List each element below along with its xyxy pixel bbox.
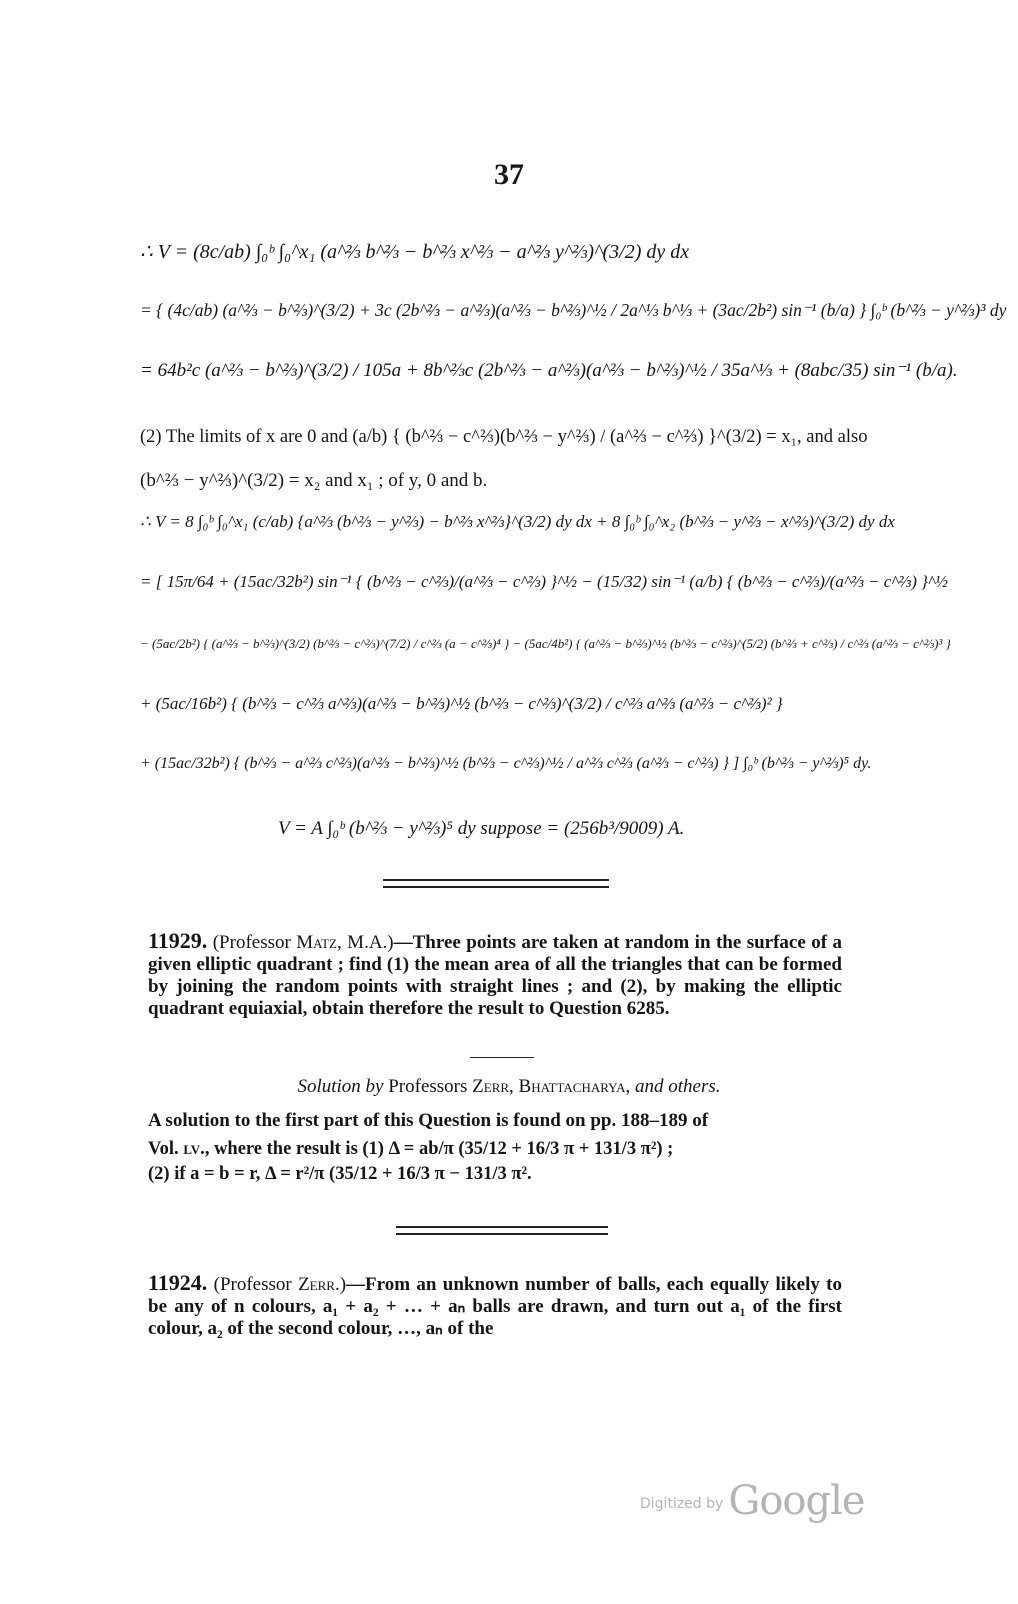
question-author-post: , M.A.)	[337, 932, 394, 953]
question-author: Matz	[296, 932, 337, 953]
question-number: 11924.	[148, 1270, 208, 1295]
equation-line: = { (4c/ab) (a^⅔ − b^⅔)^(3/2) + 3c (2b^⅔ − a^⅔)(a^⅔ − b^⅔)^½ / 2a^⅓ b^⅓ + (3ac/2b²) sin⁻¹ (b/a) } ∫₀ᵇ (b^⅔ − y^⅔)³ dy	[140, 300, 1007, 320]
paragraph-line: (b^⅔ − y^⅔)^(3/2) = x₂ and x₁ ; of y, 0 and b.	[140, 470, 488, 491]
short-divider	[470, 1057, 534, 1058]
equation-line: ∴ V = (8c/ab) ∫₀ᵇ ∫₀^x₁ (a^⅔ b^⅔ − b^⅔ x^⅔ − a^⅔ y^⅔)^(3/2) dy dx	[140, 241, 690, 263]
digitized-by-google-watermark	[640, 1478, 865, 1524]
question-author: Zerr	[298, 1274, 335, 1295]
paragraph-line: (2) The limits of x are 0 and (a/b) { (b^⅔ − c^⅔)(b^⅔ − y^⅔) / (a^⅔ − c^⅔) }^(3/2) = x₁, and also	[140, 427, 868, 447]
question-author-pre: (Professor	[212, 932, 297, 953]
google-logo: Google	[728, 1478, 865, 1524]
equation-line: − (5ac/2b²) { (a^⅔ − b^⅔)^(3/2) (b^⅔ − c^⅔)^(7/2) / c^⅔ (a − c^⅔)⁴ } − (5ac/4b²) { (a^⅔ − b^⅔)^½ (b^⅔ − c^⅔)^(5/2) (b^⅔ + c^⅔) / c^⅔ (a^⅔ − c^⅔)³ }	[140, 636, 951, 651]
solution-vol-number: lv.	[183, 1139, 205, 1159]
equation-line: = 64b²c (a^⅔ − b^⅔)^(3/2) / 105a + 8b^⅔c (2b^⅔ − a^⅔)(a^⅔ − b^⅔)^½ / 35a^⅓ + (8abc/35) sin⁻¹ (b/a).	[140, 360, 958, 381]
solution-line-3: (2) if a = b = r, Δ = r²/π (35/12 + 16/3 π − 131/3 π².	[148, 1164, 532, 1184]
equation-line: V = A ∫₀ᵇ (b^⅔ − y^⅔)⁵ dy suppose = (256b³/9009) A.	[278, 818, 685, 839]
page-number: 37	[494, 158, 524, 191]
question-11924	[148, 1272, 842, 1340]
question-number: 11929.	[148, 928, 208, 953]
question-text: —From an unknown number of balls, each equally likely to be any of n colours, a₁ + a₂ + … + aₙ balls are drawn, and turn out a₁ of the first colour, a₂ of the second colour, …, aₙ of the	[148, 1274, 842, 1339]
solution-vol-label: Vol.	[148, 1139, 184, 1159]
equation-line: = [ 15π/64 + (15ac/32b²) sin⁻¹ { (b^⅔ − c^⅔)/(a^⅔ − c^⅔) }^½ − (15/32) sin⁻¹ (a/b) { (b^⅔ − c^⅔)/(a^⅔ − c^⅔) }^½	[140, 572, 948, 591]
solution-others: and others.	[630, 1076, 721, 1097]
section-divider	[383, 879, 609, 888]
question-text: —Three points are taken at random in the surface of a given elliptic quadrant ; find (1) the mean area of all the triangles that can be formed by joining the random points with straight lines ; and (2), by making the elliptic quadrant equiaxial, obtain therefore the result to Question 6285.	[148, 932, 842, 1019]
solution-label: Solution by	[297, 1076, 384, 1097]
question-11929	[148, 930, 842, 1020]
solution-heading	[0, 1076, 1018, 1098]
watermark-prefix: Digitized by	[640, 1496, 724, 1512]
section-divider	[396, 1226, 608, 1235]
solution-line-2	[148, 1138, 842, 1160]
equation-line: + (15ac/32b²) { (b^⅔ − a^⅔ c^⅔)(a^⅔ − b^⅔)^½ (b^⅔ − c^⅔)^½ / a^⅔ c^⅔ (a^⅔ − c^⅔) } ] ∫₀ᵇ (b^⅔ − y^⅔)⁵ dy.	[140, 755, 872, 772]
equation-line: + (5ac/16b²) { (b^⅔ − c^⅔ a^⅔)(a^⅔ − b^⅔)^½ (b^⅔ − c^⅔)^(3/2) / c^⅔ a^⅔ (a^⅔ − c^⅔)² }	[140, 694, 783, 713]
solution-result-1: , where the result is (1) Δ = ab/π (35/12 + 16/3 π + 131/3 π²) ;	[204, 1139, 674, 1159]
question-author-pre: (Professor	[213, 1274, 299, 1295]
question-author-post: .)	[334, 1274, 347, 1295]
solution-line-1: A solution to the first part of this Question is found on pp. 188–189 of	[148, 1110, 709, 1131]
equation-line: ∴ V = 8 ∫₀ᵇ ∫₀^x₁ (c/ab) {a^⅔ (b^⅔ − y^⅔) − b^⅔ x^⅔}^(3/2) dy dx + 8 ∫₀ᵇ ∫₀^x₂ (b^⅔ − y^⅔ − x^⅔)^(3/2) dy dx	[140, 512, 895, 531]
solution-names: Zerr, Bhattacharya,	[472, 1076, 631, 1097]
solution-mid: Professors	[383, 1076, 473, 1097]
